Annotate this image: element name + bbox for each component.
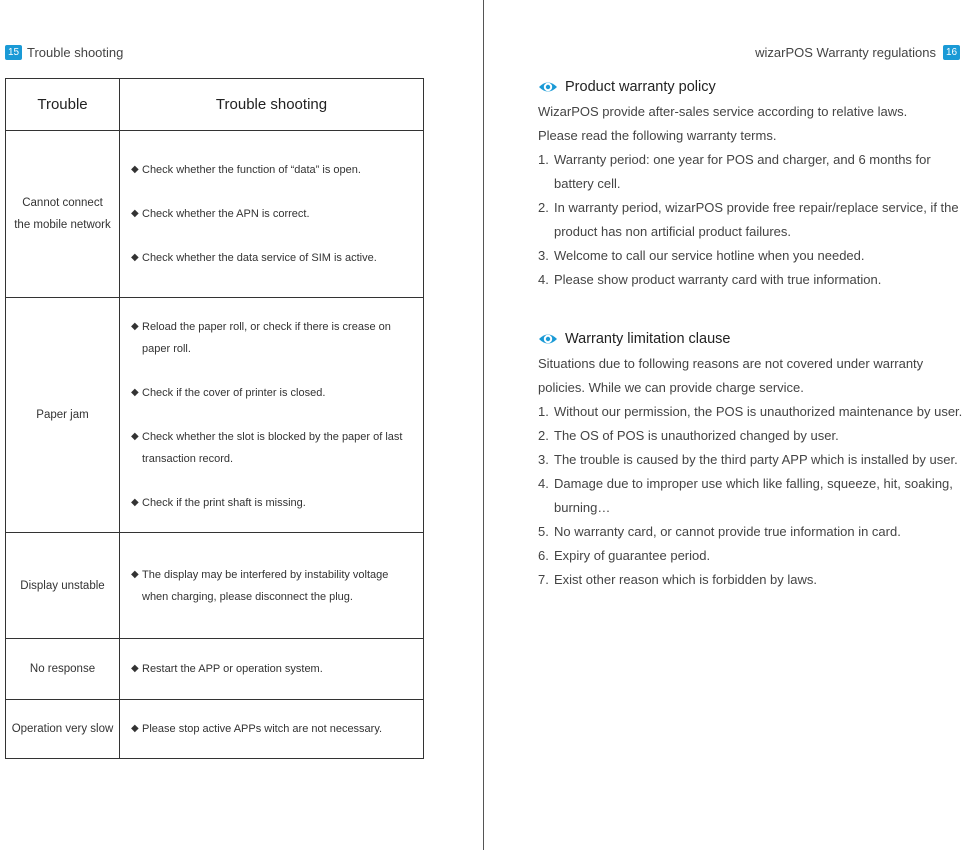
table-header-row (6, 79, 424, 131)
list-item (538, 472, 963, 520)
solution-cell (120, 700, 424, 759)
item-number: 1. (538, 152, 549, 167)
item-number: 7. (538, 572, 549, 587)
solution-item: ◆ Check whether the APN is correct. (131, 203, 417, 225)
trouble-cell: Operation very slow (6, 700, 120, 759)
item-text: Welcome to call our service hotline when you needed. (554, 248, 865, 263)
solution-cell (120, 131, 424, 298)
page-title-right: wizarPOS Warranty regulations (755, 45, 936, 60)
list-item (538, 520, 963, 544)
item-number: 3. (538, 452, 549, 467)
solution-cell (120, 533, 424, 639)
solution-item: ◆ Please stop active APPs witch are not necessary. (131, 718, 417, 740)
list-item (538, 568, 963, 592)
solution-item: ◆ Check whether the data service of SIM is active. (131, 247, 417, 269)
page-divider (483, 0, 484, 850)
list-item (538, 196, 963, 244)
solution-item: ◆ Check whether the slot is blocked by the paper of last transaction record. (131, 426, 417, 470)
item-text: Expiry of guarantee period. (554, 548, 711, 563)
warranty-list (538, 148, 963, 292)
limitation-list (538, 400, 963, 592)
trouble-cell (6, 131, 120, 298)
item-number: 4. (538, 272, 549, 287)
list-item (538, 424, 963, 448)
trouble-table (5, 78, 424, 759)
list-item (538, 148, 963, 196)
item-text: Without our permission, the POS is unauthorized maintenance by user. (554, 404, 963, 419)
list-item (538, 400, 963, 424)
section-intro: Situations due to following reasons are not covered under warranty policies. While we can provide charge service. (538, 356, 924, 395)
item-number: 2. (538, 428, 549, 443)
item-number: 1. (538, 404, 549, 419)
eye-icon (538, 77, 558, 97)
solution-item: ◆ Check if the cover of printer is closed. (131, 382, 417, 404)
solution-item: ◆ Check if the print shaft is missing. (131, 492, 417, 514)
section-heading (538, 328, 963, 350)
solution-cell (120, 298, 424, 533)
trouble-cell: Display unstable (6, 533, 120, 639)
item-text: Damage due to improper use which like falling, squeeze, hit, soaking, burning… (554, 476, 953, 515)
section-title: Warranty limitation clause (565, 331, 731, 347)
table-row (6, 298, 424, 533)
list-item (538, 268, 963, 292)
section-heading (538, 76, 963, 98)
item-number: 4. (538, 476, 549, 491)
header-trouble: Trouble (6, 79, 120, 131)
list-item (538, 448, 963, 472)
solution-item: ◆ Restart the APP or operation system. (131, 658, 417, 680)
item-text: Please show product warranty card with true information. (554, 272, 882, 287)
trouble-text: the mobile network (14, 219, 111, 231)
item-number: 2. (538, 200, 549, 215)
table-row (6, 639, 424, 700)
item-text: The trouble is caused by the third party APP which is installed by user. (554, 452, 958, 467)
table-row (6, 533, 424, 639)
item-text: Warranty period: one year for POS and charger, and 6 months for battery cell. (554, 152, 931, 191)
page-number-left: 15 (5, 45, 22, 60)
warranty-content (538, 76, 963, 592)
table-row (6, 131, 424, 298)
list-item (538, 544, 963, 568)
solution-cell (120, 639, 424, 700)
trouble-cell: Paper jam (6, 298, 120, 533)
page-number-right: 16 (943, 45, 960, 60)
trouble-cell: No response (6, 639, 120, 700)
solution-item: ◆ Reload the paper roll, or check if there is crease on paper roll. (131, 316, 417, 360)
list-item (538, 244, 963, 268)
item-number: 6. (538, 548, 549, 563)
section-intro: Please read the following warranty terms. (538, 128, 777, 143)
solution-item: ◆ Check whether the function of “data” is open. (131, 159, 417, 181)
header-trouble-shooting: Trouble shooting (120, 79, 424, 131)
item-text: No warranty card, or cannot provide true information in card. (554, 524, 901, 539)
item-text: Exist other reason which is forbidden by laws. (554, 572, 818, 587)
eye-icon (538, 329, 558, 349)
trouble-text: Cannot connect (22, 197, 103, 209)
solution-item: ◆ The display may be interfered by instability voltage when charging, please disconnect the plug. (131, 564, 417, 608)
item-number: 3. (538, 248, 549, 263)
item-number: 5. (538, 524, 549, 539)
section-intro: WizarPOS provide after-sales service according to relative laws. (538, 104, 908, 119)
table-row (6, 700, 424, 759)
section-title: Product warranty policy (565, 79, 716, 95)
item-text: In warranty period, wizarPOS provide free repair/replace service, if the product has non artificial product failures. (554, 200, 959, 239)
item-text: The OS of POS is unauthorized changed by user. (554, 428, 839, 443)
page-title-left: Trouble shooting (27, 45, 124, 60)
